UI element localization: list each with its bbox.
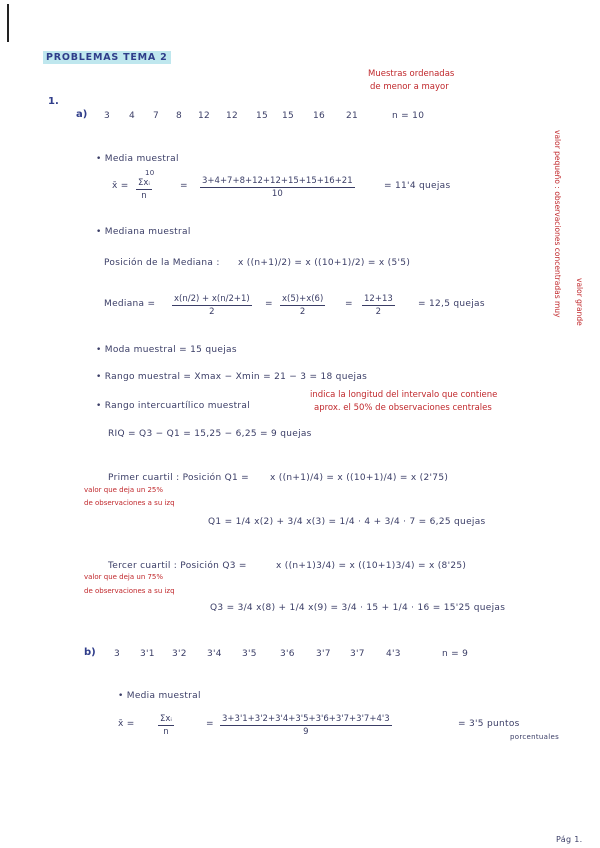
side-note-small-value: valor pequeño : observaciones concentradas muy	[553, 130, 562, 318]
mediana-den-2: 2	[299, 307, 306, 317]
part-b-media-lhs: x̄ =	[118, 719, 135, 729]
part-b-value: 3'2	[172, 649, 187, 659]
q3-note-line2: de observaciones a su izq	[84, 587, 175, 595]
part-a-value: 12	[226, 111, 239, 121]
q1-note-line2: de observaciones a su izq	[84, 499, 175, 507]
q3-note-line1: valor que deja un 75%	[84, 573, 164, 581]
riq-title: • Rango intercuartílico muestral	[96, 401, 251, 411]
mediana-num-1: x(n/2) + x(n/2+1)	[174, 294, 250, 304]
mediana-num-3: 12+13	[364, 294, 393, 304]
part-b-sum-numerator: 3+3'1+3'2+3'4+3'5+3'6+3'7+3'7+4'3	[222, 714, 390, 724]
part-b-media-unit: porcentuales	[510, 733, 560, 741]
q3-position-label: Tercer cuartil : Posición Q3 =	[108, 561, 247, 571]
mediana-fraction-2	[280, 294, 325, 317]
q1-position-label: Primer cuartil : Posición Q1 =	[108, 473, 250, 483]
q1-calculation: Q1 = 1/4 x(2) + 3/4 x(3) = 1/4 · 4 + 3/4 · 7 = 6,25 quejas	[208, 517, 486, 527]
part-b-label: b)	[84, 647, 96, 658]
mediana-fraction-1	[172, 294, 252, 317]
part-b-formula-den: n	[163, 727, 169, 737]
media-sum-numerator: 3+4+7+8+12+12+15+15+16+21	[202, 176, 353, 186]
part-a-value: 4	[129, 111, 136, 121]
mediana-title: • Mediana muestral	[96, 227, 191, 237]
media-formula-den: n	[141, 191, 147, 201]
ordered-note-line2: de menor a mayor	[370, 82, 449, 92]
part-a-value: 3	[104, 111, 111, 121]
mediana-result: = 12,5 quejas	[418, 299, 485, 309]
media-title: • Media muestral	[96, 154, 179, 164]
part-b-value: 3'7	[350, 649, 365, 659]
part-a-value: 15	[256, 111, 269, 121]
mediana-fraction-3	[362, 294, 395, 317]
riq-note-line1: indica la longitud del intervalo que contiene	[310, 390, 498, 400]
media-sum-denominator: 10	[271, 189, 283, 199]
media-sum-limit: 10	[145, 169, 155, 177]
part-a-n: n = 10	[392, 111, 425, 121]
mediana-position-expr: x ((n+1)/2) = x ((10+1)/2) = x (5'5)	[238, 258, 411, 268]
part-b-value: 3'6	[280, 649, 295, 659]
part-a-value: 16	[313, 111, 326, 121]
part-b-value: 3'1	[140, 649, 155, 659]
riq-note-line2: aprox. el 50% de observaciones centrales	[314, 403, 492, 413]
q1-position-expr: x ((n+1)/4) = x ((10+1)/4) = x (2'75)	[270, 473, 449, 483]
mediana-den-1: 2	[209, 307, 215, 317]
media-formula-fraction	[136, 178, 152, 201]
equals-sign: =	[265, 299, 273, 309]
moda-line: • Moda muestral = 15 quejas	[96, 345, 237, 355]
page-number: Pág 1.	[556, 835, 583, 844]
part-b-value: 3'4	[207, 649, 222, 659]
part-a-value: 8	[176, 111, 183, 121]
part-b-media-formula	[158, 714, 174, 737]
part-b-formula-num: Σxᵢ	[160, 714, 172, 724]
part-b-media-result: = 3'5 puntos	[458, 719, 520, 729]
problem-number: 1.	[48, 96, 59, 107]
mediana-label: Mediana =	[104, 299, 156, 309]
media-lhs: x̄ =	[112, 181, 129, 191]
mediana-position-label: Posición de la Mediana :	[104, 258, 220, 268]
side-note-large-value: valor grande	[575, 278, 584, 326]
equals-sign: =	[345, 299, 353, 309]
mediana-num-2: x(5)+x(6)	[282, 294, 324, 304]
part-b-value: 3	[114, 649, 121, 659]
part-b-n: n = 9	[442, 649, 469, 659]
part-a-value: 21	[346, 111, 359, 121]
equals-sign: =	[206, 719, 214, 729]
ordered-note-line1: Muestras ordenadas	[368, 69, 455, 79]
part-b-media-title: • Media muestral	[118, 691, 201, 701]
q1-note-line1: valor que deja un 25%	[84, 486, 164, 494]
part-b-sum-denominator: 9	[303, 727, 309, 737]
q3-position-expr: x ((n+1)3/4) = x ((10+1)3/4) = x (8'25)	[276, 561, 467, 571]
part-b-value: 3'7	[316, 649, 331, 659]
media-formula-num: Σxᵢ	[138, 178, 150, 188]
equals-sign: =	[180, 181, 188, 191]
part-b-value: 4'3	[386, 649, 401, 659]
media-result: = 11'4 quejas	[384, 181, 451, 191]
part-b-value: 3'5	[242, 649, 257, 659]
page-title: PROBLEMAS TEMA 2	[46, 52, 168, 63]
part-a-value: 7	[153, 111, 160, 121]
mediana-den-3: 2	[375, 307, 382, 317]
media-sum-fraction	[200, 176, 355, 199]
q3-calculation: Q3 = 3/4 x(8) + 1/4 x(9) = 3/4 · 15 + 1/4 · 16 = 15'25 quejas	[210, 603, 506, 613]
rango-line: • Rango muestral = Xmax − Xmin = 21 − 3 = 18 quejas	[96, 372, 368, 382]
riq-line: RIQ = Q3 − Q1 = 15,25 − 6,25 = 9 quejas	[108, 429, 312, 439]
margin-mark	[7, 4, 9, 42]
part-a-value: 15	[282, 111, 295, 121]
part-a-value: 12	[198, 111, 211, 121]
part-a-label: a)	[76, 109, 88, 120]
part-b-media-sum-fraction	[220, 714, 392, 737]
